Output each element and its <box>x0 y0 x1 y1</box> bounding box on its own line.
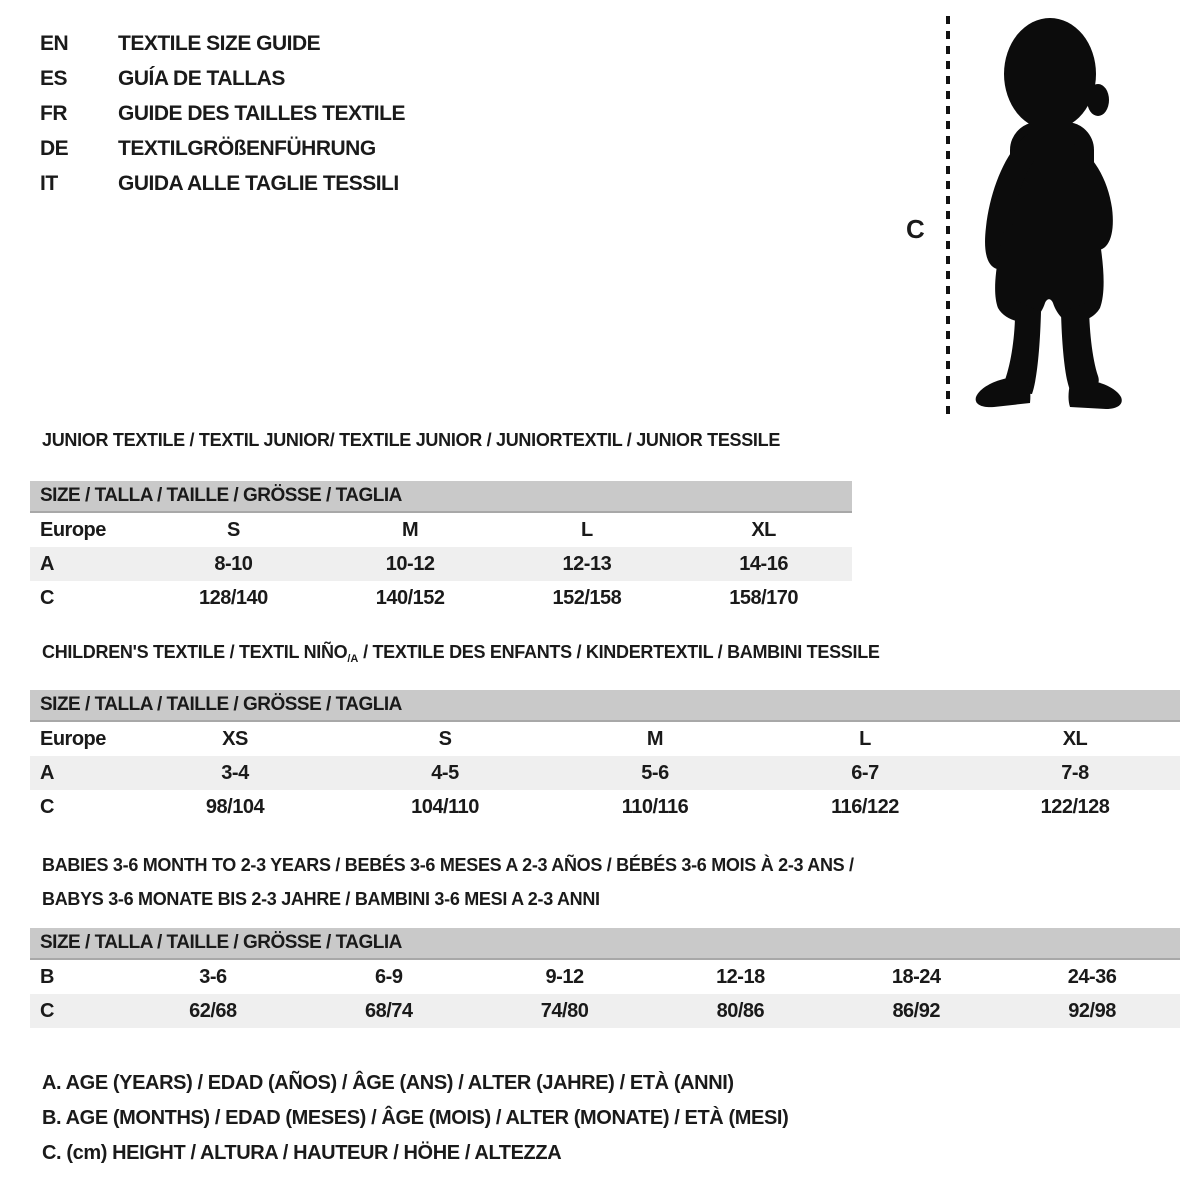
row-label-cell: B <box>40 965 54 988</box>
height-measure-line <box>946 16 950 414</box>
babies-section-title <box>42 848 854 916</box>
children-size-table <box>30 690 1180 824</box>
table-row-europe <box>30 512 852 547</box>
size-header-row <box>30 928 1180 959</box>
lang-code: ES <box>40 66 68 90</box>
row-label-cell: C <box>40 795 54 818</box>
lang-code: DE <box>40 136 69 160</box>
size-value-cell: L <box>581 518 593 541</box>
children-title-text: CHILDREN'S TEXTILE / TEXTIL NIÑO <box>42 642 348 662</box>
lang-code: EN <box>40 31 69 55</box>
size-header-label: SIZE / TALLA / TAILLE / GRÖSSE / TAGLIA <box>30 481 852 512</box>
size-value-cell: S <box>438 727 452 750</box>
size-value-cell: 14-16 <box>675 547 852 581</box>
table-row-age <box>30 547 852 581</box>
size-value-cell: S <box>226 518 240 541</box>
size-value-cell: 68/74 <box>301 994 477 1028</box>
size-header-label: SIZE / TALLA / TAILLE / GRÖSSE / TAGLIA <box>30 690 1180 721</box>
size-value-cell: 4-5 <box>340 756 550 790</box>
lang-label: TEXTILE SIZE GUIDE <box>118 31 321 55</box>
table-row-height <box>30 790 1180 824</box>
size-header-row <box>30 481 852 512</box>
row-label-cell: A <box>30 756 130 790</box>
size-value-cell: 104/110 <box>411 795 479 818</box>
row-label-cell: C <box>30 994 125 1028</box>
size-value-cell: 12-13 <box>499 547 676 581</box>
measurement-legend <box>42 1066 788 1171</box>
babies-title-line1: BABIES 3-6 MONTH TO 2-3 YEARS / BEBÉS 3-6 MESES A 2-3 AÑOS / BÉBÉS 3-6 MOIS À 2-3 ANS / <box>42 855 854 875</box>
legend-line-c: C. (cm) HEIGHT / ALTURA / HAUTEUR / HÖHE / ALTEZZA <box>42 1142 562 1164</box>
lang-row-es <box>40 61 405 96</box>
size-value-cell: 110/116 <box>621 795 689 818</box>
size-value-cell: 6-7 <box>760 756 970 790</box>
row-label-cell: Europe <box>40 727 106 750</box>
size-value-cell: 18-24 <box>891 965 941 988</box>
size-value-cell: 3-6 <box>199 965 227 988</box>
lang-label: GUIDE DES TAILLES TEXTILE <box>118 101 405 125</box>
children-title-subscript: /A <box>347 653 359 665</box>
size-value-cell: 9-12 <box>545 965 584 988</box>
size-value-cell: 158/170 <box>729 586 799 609</box>
babies-size-table <box>30 928 1180 1028</box>
size-value-cell: 116/122 <box>831 795 899 818</box>
size-value-cell: 74/80 <box>477 994 653 1028</box>
size-header-label: SIZE / TALLA / TAILLE / GRÖSSE / TAGLIA <box>30 928 1180 959</box>
lang-row-de <box>40 131 405 166</box>
size-value-cell: 80/86 <box>652 994 828 1028</box>
lang-label: TEXTILGRÖßENFÜHRUNG <box>118 136 376 160</box>
size-value-cell: XL <box>751 518 776 541</box>
legend-line-b: B. AGE (MONTHS) / EDAD (MESES) / ÂGE (MOIS) / ALTER (MONATE) / ETÀ (MESI) <box>42 1107 789 1129</box>
lang-code: IT <box>40 171 58 195</box>
size-value-cell: M <box>646 727 664 750</box>
size-value-cell: 5-6 <box>550 756 760 790</box>
size-value-cell: 10-12 <box>322 547 499 581</box>
lang-row-en <box>40 26 405 61</box>
size-value-cell: 128/140 <box>198 586 268 609</box>
baby-silhouette-icon <box>958 12 1143 417</box>
size-value-cell: 86/92 <box>828 994 1004 1028</box>
size-value-cell: 3-4 <box>130 756 340 790</box>
size-value-cell: 6-9 <box>375 965 403 988</box>
junior-section-title: JUNIOR TEXTILE / TEXTIL JUNIOR/ TEXTILE JUNIOR / JUNIORTEXTIL / JUNIOR TESSILE <box>42 430 781 450</box>
size-header-row <box>30 690 1180 721</box>
size-value-cell: 7-8 <box>970 756 1180 790</box>
children-section-title <box>42 642 880 665</box>
size-value-cell: 12-18 <box>716 965 765 988</box>
row-label-cell: Europe <box>40 518 106 541</box>
height-measure-label: C <box>906 214 925 244</box>
lang-row-fr <box>40 96 405 131</box>
children-title-text: / TEXTILE DES ENFANTS / KINDERTEXTIL / BAMBINI TESSILE <box>358 642 880 662</box>
size-value-cell: 152/158 <box>552 586 622 609</box>
lang-label: GUÍA DE TALLAS <box>118 66 285 90</box>
row-label-cell: C <box>40 586 54 609</box>
lang-row-it <box>40 166 405 201</box>
babies-title-line2: BABYS 3-6 MONATE BIS 2-3 JAHRE / BAMBINI 3-6 MESI A 2-3 ANNI <box>42 889 600 909</box>
lang-label: GUIDA ALLE TAGLIE TESSILI <box>118 171 399 195</box>
language-title-list <box>40 26 405 201</box>
size-value-cell: XL <box>1062 727 1088 750</box>
lang-code: FR <box>40 101 67 125</box>
size-value-cell: 92/98 <box>1004 994 1180 1028</box>
size-value-cell: 98/104 <box>205 795 265 818</box>
size-value-cell: XS <box>222 727 248 750</box>
size-value-cell: 62/68 <box>125 994 301 1028</box>
junior-size-table <box>30 481 852 615</box>
size-value-cell: L <box>859 727 871 750</box>
size-value-cell: 8-10 <box>145 547 322 581</box>
size-value-cell: M <box>402 518 419 541</box>
table-row-age-months <box>30 959 1180 994</box>
size-value-cell: 140/152 <box>375 586 445 609</box>
legend-line-a: A. AGE (YEARS) / EDAD (AÑOS) / ÂGE (ANS) / ALTER (JAHRE) / ETÀ (ANNI) <box>42 1072 734 1094</box>
size-value-cell: 24-36 <box>1067 965 1117 988</box>
table-row-europe <box>30 721 1180 756</box>
size-value-cell: 122/128 <box>1040 795 1110 818</box>
table-row-height <box>30 994 1180 1028</box>
row-label-cell: A <box>30 547 145 581</box>
table-row-height <box>30 581 852 615</box>
table-row-age <box>30 756 1180 790</box>
